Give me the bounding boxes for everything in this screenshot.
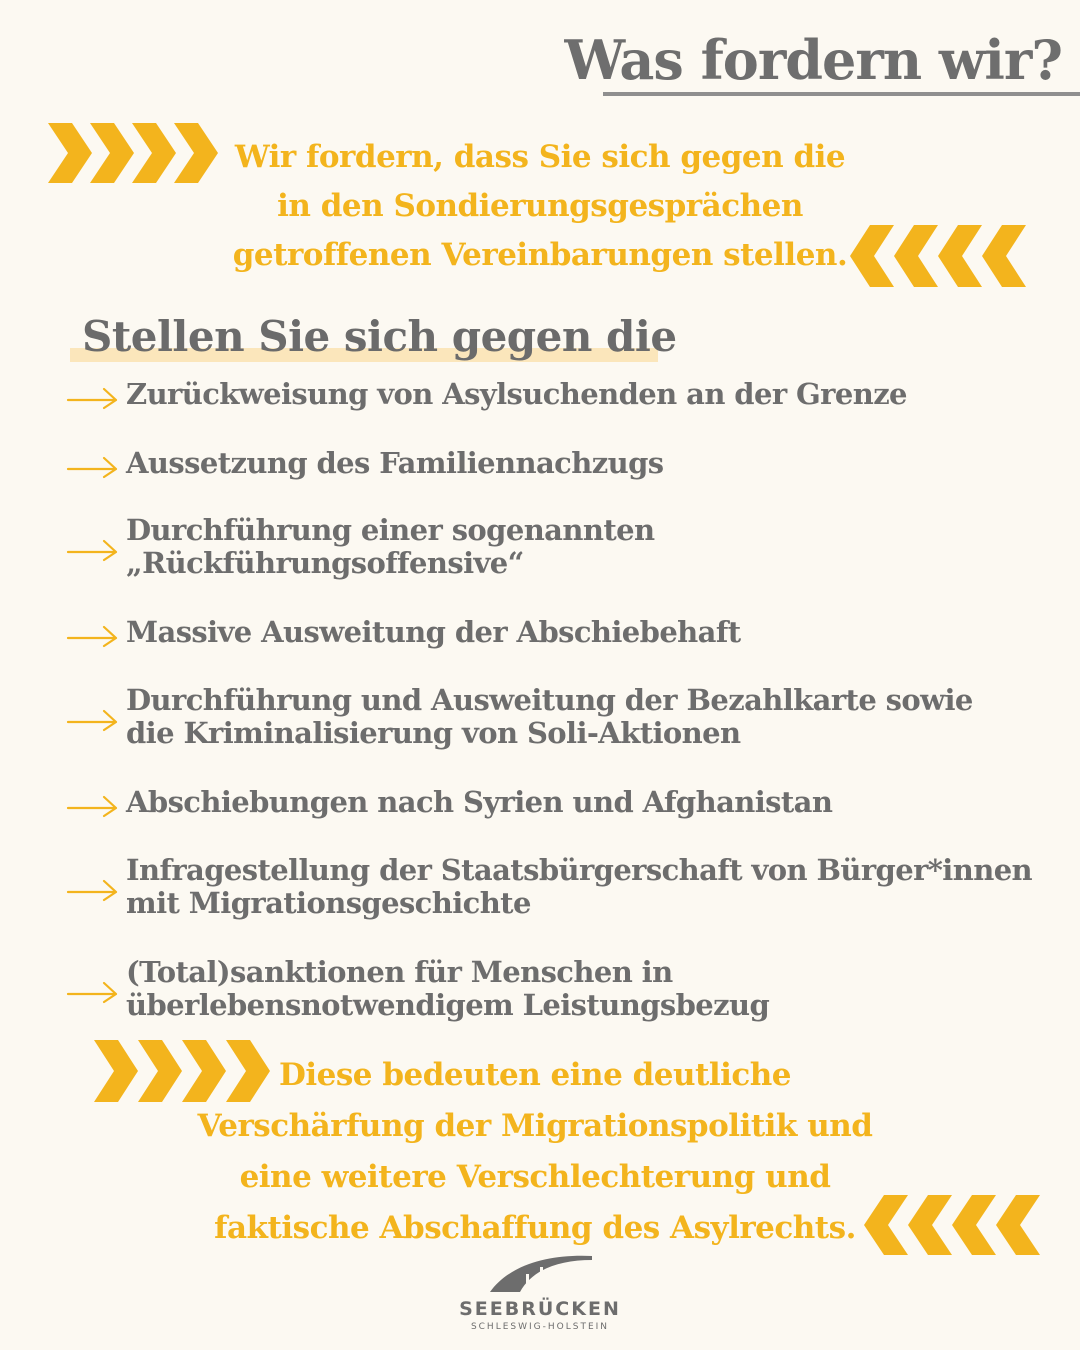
list-item-text: Durchführung und Ausweitung der Bezahlkarte sowie die Kriminalisierung von Soli-Aktionen bbox=[126, 683, 973, 750]
list-item-text: Massive Ausweitung der Abschiebehaft bbox=[126, 615, 741, 649]
closing-text: Diese bedeuten eine deutliche Verschärfung der Migrationspolitik und eine weitere Verschlechterung und faktische Abschaffung des Asylrechts. bbox=[197, 1057, 873, 1246]
arrow-right-icon bbox=[66, 788, 122, 818]
chevrons-left-icon bbox=[848, 223, 1028, 289]
bridge-logo-icon bbox=[480, 1250, 600, 1294]
title-underline bbox=[603, 92, 1080, 96]
arrow-right-icon bbox=[66, 449, 122, 479]
seebruecken-logo bbox=[440, 1250, 640, 1332]
page-title: Was fordern wir? bbox=[564, 28, 1062, 92]
list-item-text: Infragestellung der Staatsbürgerschaft von Bürger*innen mit Migrationsgeschichte bbox=[126, 853, 1033, 920]
list-item bbox=[66, 514, 1056, 580]
list-item bbox=[66, 616, 1056, 649]
intro-text: Wir fordern, dass Sie sich gegen die in den Sondierungsgesprächen getroffenen Vereinbarungen stellen. bbox=[232, 139, 848, 273]
list-item bbox=[66, 378, 1056, 411]
list-item bbox=[66, 684, 1056, 750]
section-subtitle: Stellen Sie sich gegen die bbox=[82, 312, 677, 361]
logo-subtitle: SCHLESWIG-HOLSTEIN bbox=[470, 1322, 610, 1332]
chevrons-left-icon bbox=[862, 1193, 1042, 1257]
arrow-right-icon bbox=[66, 532, 122, 562]
list-item-text: Durchführung einer sogenannten „Rückführungsoffensive“ bbox=[126, 513, 655, 580]
list-item bbox=[66, 956, 1056, 1022]
list-item bbox=[66, 447, 1056, 480]
list-item-text: (Total)sanktionen für Menschen in überlebensnotwendigem Leistungsbezug bbox=[126, 955, 770, 1022]
logo-name: SEEBRÜCKEN bbox=[459, 1298, 621, 1320]
list-item-text: Zurückweisung von Asylsuchenden an der Grenze bbox=[126, 377, 907, 411]
arrow-right-icon bbox=[66, 380, 122, 410]
list-item bbox=[66, 786, 1056, 819]
list-item bbox=[66, 854, 1056, 920]
arrow-right-icon bbox=[66, 974, 122, 1004]
list-item-text: Aussetzung des Familiennachzugs bbox=[126, 446, 664, 480]
arrow-right-icon bbox=[66, 702, 122, 732]
list-item-text: Abschiebungen nach Syrien und Afghanistan bbox=[126, 785, 833, 819]
arrow-right-icon bbox=[66, 872, 122, 902]
arrow-right-icon bbox=[66, 618, 122, 648]
